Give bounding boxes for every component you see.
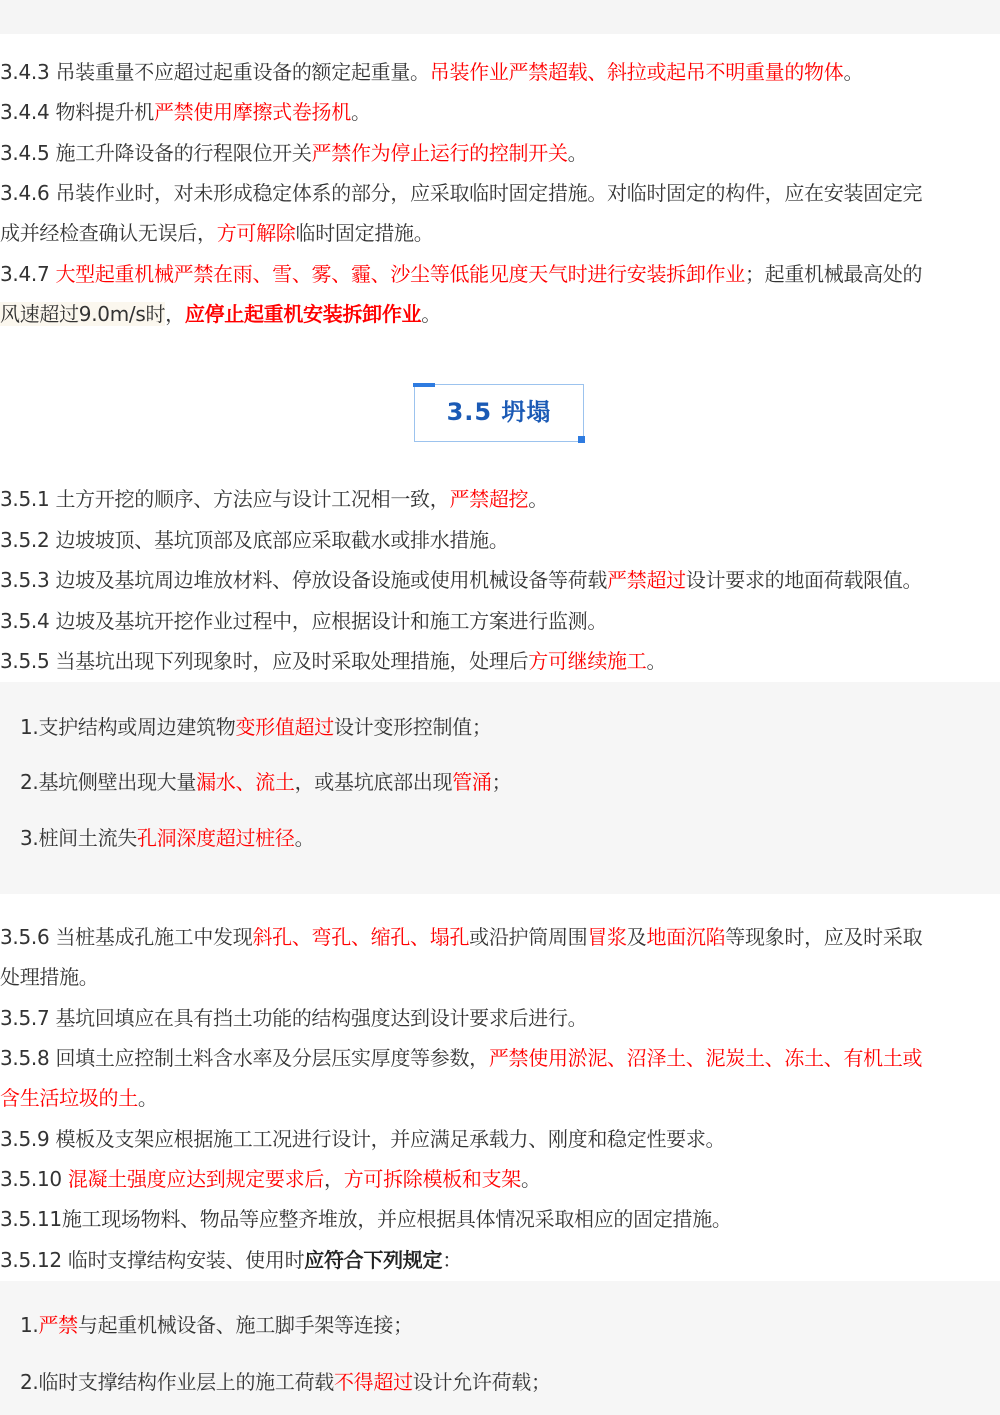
clause-3-4-7-line2: [0, 294, 1000, 334]
list-text: 2.临时支撑结构作业层上的施工荷载: [20, 1370, 334, 1394]
emphasis-red: 大型起重机械严禁在雨、雪、雾、霾、沙尘等低能见度天气时进行安装拆卸作业: [55, 262, 745, 286]
clause-text: 。: [843, 60, 864, 84]
clause-text: 3.5.10: [0, 1167, 68, 1191]
emphasis-red: 斜孔、弯孔、缩孔、塌孔: [252, 925, 470, 949]
clause-text: 3.5.5 当基坑出现下列现象时，应及时采取处理措施，处理后: [0, 649, 529, 673]
clause-text: 3.5.4 边坡及基坑开挖作业过程中，应根据设计和施工方案进行监测。: [0, 609, 608, 633]
list-item: [20, 1362, 990, 1402]
list-text: 1.支护结构或周边建筑物: [20, 715, 236, 739]
emphasis-red: 严禁超过: [607, 568, 686, 592]
clause-text: 3.5.8 回填土应控制土料含水率及分层压实厚度等参数，: [0, 1046, 489, 1070]
clause-3-5-3: [0, 560, 1000, 600]
list-item: [20, 762, 990, 802]
section-heading-text: 3.5 坍塌: [446, 398, 552, 426]
clause-3-5-10: [0, 1159, 1000, 1199]
clause-text: 处理措施。: [0, 965, 99, 989]
emphasis-red: 含生活垃圾的土: [0, 1086, 138, 1110]
emphasis-red: 严禁使用摩擦式卷扬机: [153, 100, 351, 124]
clause-text: 。: [521, 1167, 541, 1191]
clause-text: ：: [442, 1248, 462, 1272]
clause-text: 3.5.9 模板及支架应根据施工工况进行设计，并应满足承载力、刚度和稳定性要求。: [0, 1127, 726, 1151]
clause-3-4-6-line2: [0, 213, 1000, 253]
emphasis-red: 管涌: [452, 770, 492, 794]
clause-text: 或沿护筒周围: [469, 925, 588, 949]
clause-3-4-4: [0, 92, 1000, 132]
emphasis-red: 孔洞深度超过桩径: [136, 826, 295, 850]
clause-text: 。: [421, 302, 441, 326]
clause-3-5-6-line2: [0, 957, 1000, 997]
clause-text: 3.4.4 物料提升机: [0, 100, 154, 124]
list-text: 设计变形控制值；: [333, 715, 492, 739]
list-item: [20, 1305, 990, 1345]
clause-text: 3.5.6 当桩基成孔施工中发现: [0, 925, 253, 949]
list-text: 设计允许荷载；: [412, 1370, 551, 1394]
clause-3-4-6-line1: [0, 173, 1000, 213]
clause-3-5-9: [0, 1119, 1000, 1159]
list-text: 。: [294, 826, 315, 850]
emphasis-red: 严禁超挖: [449, 487, 529, 511]
clause-3-5-11: [0, 1199, 1000, 1239]
clause-text: 设计要求的地面荷载限值。: [685, 568, 923, 592]
clause-text: 。: [528, 487, 548, 511]
emphasis-red: 不得超过: [333, 1370, 413, 1394]
section-heading-3-5: [414, 384, 584, 442]
emphasis-red: 方可拆除模板和支架: [343, 1167, 521, 1191]
list-text: ，或基坑底部出现: [294, 770, 453, 794]
emphasis-red: 混凝土强度应达到规定要求后: [67, 1167, 324, 1191]
list-text: 3.桩间土流失: [20, 826, 137, 850]
clause-text: 3.4.5 施工升降设备的行程限位开关: [0, 141, 312, 165]
clause-3-5-7: [0, 998, 1000, 1038]
clause-text: 。: [137, 1086, 158, 1110]
clause-text: 3.4.7: [0, 262, 56, 286]
emphasis-red: 严禁作为停止运行的控制开关: [311, 141, 568, 165]
emphasis-red: 严禁使用淤泥、沼泽土、泥炭土、冻土、有机土或: [488, 1046, 923, 1070]
clause-3-4-5: [0, 133, 1000, 173]
list-item: [20, 707, 990, 747]
emphasis-red-bold: 应停止起重机安装拆卸作业: [184, 302, 422, 326]
list-text: ；: [491, 770, 512, 794]
clause-text: 。: [350, 100, 371, 124]
clause-text: ，: [323, 1167, 344, 1191]
clause-text: 3.5.7 基坑回填应在具有挡土功能的结构强度达到设计要求后进行。: [0, 1006, 588, 1030]
emphasis-red: 严禁: [38, 1313, 78, 1337]
clause-text: 成并经检查确认无误后，: [0, 221, 217, 245]
clause-text: 3.5.3 边坡及基坑周边堆放材料、停放设备设施或使用机械设备等荷载: [0, 568, 608, 592]
clause-3-5-8-line1: [0, 1038, 1000, 1078]
clause-3-4-7-line1: [0, 254, 1000, 294]
clause-3-5-2: [0, 520, 1000, 560]
clause-3-5-6-line1: [0, 917, 1000, 957]
list-text: 与起重机械设备、施工脚手架等连接；: [77, 1313, 413, 1337]
clause-text: ，: [165, 302, 185, 326]
emphasis-red: 变形值超过: [235, 715, 334, 739]
clause-text: 3.5.1 土方开挖的顺序、方法应与设计工况相一致，: [0, 487, 450, 511]
clause-3-5-8-line2: [0, 1078, 1000, 1118]
emphasis-red: 地面沉陷: [646, 925, 726, 949]
emphasis-red: 漏水、流土: [196, 770, 295, 794]
emphasis-red: 方可继续施工: [528, 649, 647, 673]
list-item: [20, 818, 990, 858]
clause-3-5-4: [0, 601, 1000, 641]
clause-text: 。: [567, 141, 588, 165]
highlighted-text: 风速超过9.0m/s时: [0, 302, 166, 326]
clause-text: 及: [626, 925, 647, 949]
clause-text: 3.5.12 临时支撑结构安装、使用时: [0, 1248, 305, 1272]
clause-text: 3.5.11施工现场物料、物品等应整齐堆放，并应根据具体情况采取相应的固定措施。: [0, 1207, 732, 1231]
list-text: 2.基坑侧壁出现大量: [20, 770, 197, 794]
clause-3-5-1: [0, 479, 1000, 519]
heading-corner-accent: [578, 436, 585, 443]
emphasis-red: 方可解除: [216, 221, 296, 245]
clause-text: 临时固定措施。: [295, 221, 434, 245]
clause-text: 3.5.2 边坡坡顶、基坑顶部及底部应采取截水或排水措施。: [0, 528, 509, 552]
clause-text: 。: [646, 649, 667, 673]
list-text: 1.: [20, 1313, 39, 1337]
heading-corner-accent: [413, 383, 435, 387]
clause-3-5-5: [0, 641, 1000, 681]
clause-text: 3.4.3 吊装重量不应超过起重设备的额定起重量。: [0, 60, 430, 84]
clause-text: ；起重机械最高处的: [744, 262, 923, 286]
emphasis-red: 冒浆: [587, 925, 627, 949]
clause-text: 3.4.6 吊装作业时，对未形成稳定体系的部分，应采取临时固定措施。对临时固定的构件，应在安装固定完: [0, 181, 923, 205]
clause-3-4-3: [0, 52, 1000, 92]
emphasis-bold: 应符合下列规定: [304, 1248, 443, 1272]
clause-3-5-12: [0, 1240, 1000, 1280]
clause-text: 等现象时，应及时采取: [725, 925, 923, 949]
top-margin-bar: [0, 0, 1000, 34]
emphasis-red: 吊装作业严禁超载、斜拉或起吊不明重量的物体: [429, 60, 844, 84]
